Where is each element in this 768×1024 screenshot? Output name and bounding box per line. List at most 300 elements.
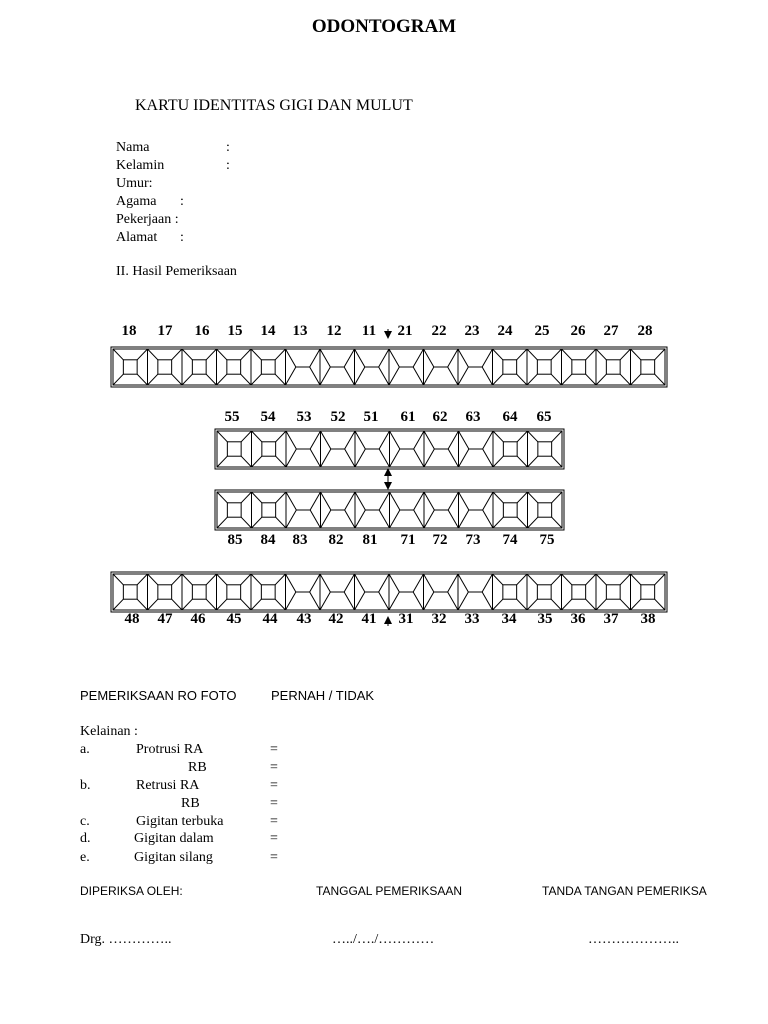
tooth-line xyxy=(355,349,365,367)
tooth-line xyxy=(217,492,227,503)
tooth-line xyxy=(655,349,665,360)
tooth-line xyxy=(458,367,468,385)
tooth-line xyxy=(276,517,286,528)
tooth-line xyxy=(552,517,562,528)
kelainan-label: Retrusi RA xyxy=(136,778,200,793)
tooth-line xyxy=(424,492,434,510)
tooth-occlusal xyxy=(262,503,276,517)
tooth-line xyxy=(310,449,320,467)
tooth-line xyxy=(310,431,320,449)
tooth-number: 13 xyxy=(292,323,308,339)
tooth-line xyxy=(631,374,641,385)
tooth-line xyxy=(655,374,665,385)
tooth-line xyxy=(113,374,123,385)
tooth-line xyxy=(379,592,389,610)
kelainan-label: Gigitan silang xyxy=(134,850,213,865)
tooth-line xyxy=(586,599,596,610)
tooth-line xyxy=(448,431,458,449)
tooth-line xyxy=(252,456,262,467)
tooth-line xyxy=(414,431,424,449)
diperiksa-oleh-label: DIPERIKSA OLEH: xyxy=(80,884,183,898)
tooth-line xyxy=(586,574,596,585)
tooth-line xyxy=(321,492,331,510)
tooth-number: 25 xyxy=(534,323,550,339)
field-alamat-label: Alamat xyxy=(116,230,158,245)
tooth-occlusal xyxy=(537,360,551,374)
tooth-line xyxy=(424,510,434,528)
tooth-line xyxy=(493,517,503,528)
kelainan-letter: a. xyxy=(80,742,90,757)
tooth-number: 41 xyxy=(361,611,377,627)
tooth-occlusal xyxy=(503,442,517,456)
tooth-line xyxy=(345,492,355,510)
tooth-occlusal xyxy=(538,503,552,517)
tooth-line xyxy=(655,599,665,610)
tooth-line xyxy=(345,431,355,449)
field-pekerjaan-label: Pekerjaan : xyxy=(116,212,179,227)
tooth-line xyxy=(424,574,434,592)
tooth-line xyxy=(217,349,227,360)
tooth-number: 36 xyxy=(570,611,586,627)
tooth-line xyxy=(252,431,262,442)
tooth-line xyxy=(310,592,320,610)
tanggal-pemeriksaan-label: TANGGAL PEMERIKSAAN xyxy=(316,884,463,898)
tooth-line xyxy=(379,449,389,467)
tooth-line xyxy=(459,431,469,449)
tooth-line xyxy=(355,574,365,592)
tooth-number: 82 xyxy=(328,532,344,548)
tooth-number: 81 xyxy=(362,532,378,548)
tooth-number: 75 xyxy=(539,532,555,548)
tooth-occlusal xyxy=(572,360,586,374)
field-agama-colon: : xyxy=(180,194,184,209)
tooth-line xyxy=(276,492,286,503)
tooth-number: 51 xyxy=(363,409,379,425)
tooth-line xyxy=(252,492,262,503)
tooth-number: 83 xyxy=(292,532,308,548)
tooth-line xyxy=(459,510,469,528)
tooth-line xyxy=(113,599,123,610)
tooth-occlusal xyxy=(227,442,241,456)
tooth-number: 34 xyxy=(501,611,517,627)
tooth-line xyxy=(413,574,423,592)
tooth-number: 28 xyxy=(637,323,653,339)
tooth-line xyxy=(517,374,527,385)
tooth-line xyxy=(389,367,399,385)
tooth-occlusal xyxy=(641,360,655,374)
tooth-line xyxy=(655,574,665,585)
tooth-number: 48 xyxy=(124,611,140,627)
tooth-line xyxy=(310,574,320,592)
tooth-number: 42 xyxy=(328,611,344,627)
tooth-number: 72 xyxy=(432,532,448,548)
tooth-line xyxy=(448,510,458,528)
tooth-number: 74 xyxy=(502,532,518,548)
tooth-line xyxy=(562,349,572,360)
tooth-line xyxy=(137,349,147,360)
tooth-line xyxy=(493,574,503,585)
tooth-line xyxy=(241,456,251,467)
tooth-line xyxy=(527,599,537,610)
date-blank-field: …../…./………… xyxy=(332,932,435,947)
tooth-line xyxy=(379,510,389,528)
tooth-line xyxy=(241,492,251,503)
tooth-line xyxy=(182,599,192,610)
tooth-occlusal xyxy=(503,585,517,599)
tooth-line xyxy=(551,349,561,360)
tooth-number: 32 xyxy=(431,611,447,627)
tooth-line xyxy=(390,492,400,510)
tooth-line xyxy=(148,349,158,360)
tooth-line xyxy=(310,349,320,367)
tooth-line xyxy=(631,574,641,585)
tooth-line xyxy=(389,349,399,367)
kelainan-equals: = xyxy=(270,778,278,793)
tooth-line xyxy=(379,431,389,449)
kelainan-letter: c. xyxy=(80,814,90,829)
tooth-line xyxy=(448,592,458,610)
tooth-line xyxy=(596,374,606,385)
tooth-occlusal xyxy=(227,503,241,517)
tooth-number: 22 xyxy=(431,323,447,339)
tooth-line xyxy=(389,574,399,592)
tooth-occlusal xyxy=(261,360,275,374)
tooth-line xyxy=(310,510,320,528)
tooth-line xyxy=(528,492,538,503)
section-heading: II. Hasil Pemeriksaan xyxy=(116,264,237,279)
tooth-line xyxy=(414,492,424,510)
tooth-occlusal xyxy=(227,360,241,374)
tooth-line xyxy=(424,431,434,449)
tooth-line xyxy=(217,517,227,528)
tooth-number: 55 xyxy=(224,409,240,425)
tooth-line xyxy=(275,349,285,360)
tooth-number: 21 xyxy=(397,323,413,339)
tooth-line xyxy=(344,367,354,385)
tooth-number: 12 xyxy=(326,323,342,339)
signature-blank-field: ……………….. xyxy=(588,932,679,947)
kelainan-equals: = xyxy=(270,760,278,775)
tooth-line xyxy=(424,349,434,367)
tooth-line xyxy=(459,449,469,467)
tooth-line xyxy=(517,456,527,467)
tooth-occlusal xyxy=(262,442,276,456)
tooth-line xyxy=(275,599,285,610)
tooth-line xyxy=(241,349,251,360)
tooth-number: 47 xyxy=(157,611,173,627)
tooth-line xyxy=(321,449,331,467)
tooth-line xyxy=(620,599,630,610)
tooth-number: 23 xyxy=(464,323,480,339)
tooth-line xyxy=(458,592,468,610)
tooth-line xyxy=(182,374,192,385)
tooth-line xyxy=(482,574,492,592)
tooth-line xyxy=(182,574,192,585)
tooth-number: 71 xyxy=(400,532,416,548)
document-subtitle: KARTU IDENTITAS GIGI DAN MULUT xyxy=(135,97,413,114)
kelainan-letter: b. xyxy=(80,778,91,793)
tooth-line xyxy=(596,349,606,360)
tooth-line xyxy=(379,574,389,592)
tooth-line xyxy=(517,574,527,585)
tooth-occlusal xyxy=(503,503,517,517)
tooth-occlusal xyxy=(123,585,137,599)
tooth-line xyxy=(459,492,469,510)
tooth-line xyxy=(251,374,261,385)
kelainan-equals: = xyxy=(270,831,278,846)
tooth-line xyxy=(424,592,434,610)
tooth-line xyxy=(286,592,296,610)
tooth-line xyxy=(355,367,365,385)
tooth-line xyxy=(390,431,400,449)
tooth-line xyxy=(241,574,251,585)
tooth-occlusal xyxy=(261,585,275,599)
tooth-line xyxy=(620,574,630,585)
tooth-line xyxy=(413,349,423,367)
tooth-line xyxy=(345,449,355,467)
tooth-line xyxy=(137,374,147,385)
tooth-line xyxy=(241,374,251,385)
tooth-line xyxy=(321,510,331,528)
tooth-line xyxy=(355,449,365,467)
tooth-line xyxy=(562,574,572,585)
tooth-line xyxy=(596,574,606,585)
tooth-line xyxy=(482,349,492,367)
tooth-line xyxy=(631,349,641,360)
tooth-line xyxy=(379,367,389,385)
ro-foto-label: PEMERIKSAAN RO FOTO xyxy=(80,688,237,703)
tooth-line xyxy=(172,574,182,585)
tooth-line xyxy=(310,367,320,385)
tooth-line xyxy=(137,574,147,585)
tooth-occlusal xyxy=(503,360,517,374)
drg-signature-field: Drg. ………….. xyxy=(80,932,172,947)
tooth-occlusal xyxy=(572,585,586,599)
tooth-line xyxy=(172,599,182,610)
field-kelamin-label: Kelamin xyxy=(116,158,165,173)
tooth-occlusal xyxy=(192,585,206,599)
tooth-line xyxy=(275,574,285,585)
tooth-line xyxy=(390,510,400,528)
tooth-line xyxy=(483,449,493,467)
tooth-number: 18 xyxy=(121,323,137,339)
tooth-number: 73 xyxy=(465,532,481,548)
tooth-number: 54 xyxy=(260,409,276,425)
kelainan-label: Gigitan terbuka xyxy=(136,814,224,829)
kelainan-label: Gigitan dalam xyxy=(134,831,214,846)
tooth-number: 84 xyxy=(260,532,276,548)
field-kelamin-colon: : xyxy=(226,158,230,173)
tooth-line xyxy=(424,449,434,467)
kelainan-equals: = xyxy=(270,814,278,829)
tooth-number: 85 xyxy=(227,532,243,548)
tooth-number: 31 xyxy=(398,611,414,627)
tooth-line xyxy=(493,431,503,442)
tooth-line xyxy=(286,349,296,367)
tooth-number: 35 xyxy=(537,611,553,627)
tooth-line xyxy=(448,349,458,367)
kelainan-equals: = xyxy=(270,796,278,811)
tooth-occlusal xyxy=(537,585,551,599)
tooth-line xyxy=(390,449,400,467)
tooth-line xyxy=(206,349,216,360)
tooth-occlusal xyxy=(538,442,552,456)
kelainan-letter: e. xyxy=(80,850,90,865)
tooth-number: 46 xyxy=(190,611,206,627)
tooth-line xyxy=(355,431,365,449)
tooth-line xyxy=(286,510,296,528)
tooth-line xyxy=(620,349,630,360)
tooth-line xyxy=(321,431,331,449)
kelainan-label: RB xyxy=(181,796,200,811)
tooth-line xyxy=(458,574,468,592)
tanda-tangan-label: TANDA TANGAN PEMERIKSA xyxy=(542,884,707,898)
tooth-number: 64 xyxy=(502,409,518,425)
tooth-line xyxy=(528,431,538,442)
tooth-line xyxy=(448,492,458,510)
tooth-number: 11 xyxy=(361,323,377,339)
tooth-line xyxy=(344,574,354,592)
tooth-line xyxy=(493,349,503,360)
tooth-occlusal xyxy=(158,360,172,374)
tooth-line xyxy=(483,510,493,528)
tooth-number: 14 xyxy=(260,323,276,339)
tooth-line xyxy=(448,574,458,592)
tooth-number: 61 xyxy=(400,409,416,425)
tooth-line xyxy=(414,449,424,467)
tooth-line xyxy=(355,592,365,610)
kelainan-letter: d. xyxy=(80,831,91,846)
tooth-occlusal xyxy=(227,585,241,599)
tooth-line xyxy=(517,349,527,360)
tooth-line xyxy=(413,367,423,385)
tooth-line xyxy=(562,374,572,385)
tooth-line xyxy=(217,599,227,610)
tooth-line xyxy=(182,349,192,360)
tooth-line xyxy=(458,349,468,367)
tooth-line xyxy=(148,599,158,610)
tooth-line xyxy=(483,492,493,510)
tooth-line xyxy=(493,492,503,503)
tooth-line xyxy=(217,574,227,585)
field-agama-label: Agama xyxy=(116,194,157,209)
tooth-line xyxy=(482,592,492,610)
tooth-line xyxy=(217,374,227,385)
kelainan-label: Protrusi RA xyxy=(136,742,204,757)
tooth-line xyxy=(493,599,503,610)
tooth-line xyxy=(113,574,123,585)
tooth-number: 44 xyxy=(262,611,278,627)
tooth-line xyxy=(379,349,389,367)
tooth-line xyxy=(552,431,562,442)
tooth-occlusal xyxy=(606,585,620,599)
tooth-line xyxy=(241,517,251,528)
tooth-line xyxy=(241,599,251,610)
tooth-line xyxy=(620,374,630,385)
tooth-line xyxy=(320,592,330,610)
tooth-number: 17 xyxy=(157,323,173,339)
tooth-line xyxy=(551,374,561,385)
kelainan-equals: = xyxy=(270,742,278,757)
tooth-occlusal xyxy=(123,360,137,374)
tooth-occlusal xyxy=(641,585,655,599)
tooth-line xyxy=(596,599,606,610)
tooth-line xyxy=(137,599,147,610)
tooth-line xyxy=(528,517,538,528)
tooth-line xyxy=(286,574,296,592)
tooth-line xyxy=(552,456,562,467)
field-alamat-colon: : xyxy=(180,230,184,245)
tooth-line xyxy=(320,574,330,592)
tooth-number: 43 xyxy=(296,611,312,627)
tooth-line xyxy=(389,592,399,610)
tooth-occlusal xyxy=(158,585,172,599)
tooth-line xyxy=(251,599,261,610)
tooth-line xyxy=(286,367,296,385)
tooth-line xyxy=(286,492,296,510)
tooth-line xyxy=(355,492,365,510)
kelainan-label: RB xyxy=(188,760,207,775)
tooth-occlusal xyxy=(606,360,620,374)
tooth-line xyxy=(551,574,561,585)
tooth-line xyxy=(483,431,493,449)
tooth-line xyxy=(172,349,182,360)
arrow-down-icon xyxy=(384,482,392,490)
tooth-line xyxy=(251,574,261,585)
tooth-line xyxy=(379,492,389,510)
tooth-line xyxy=(414,510,424,528)
tooth-line xyxy=(482,367,492,385)
ro-foto-value: PERNAH / TIDAK xyxy=(271,688,375,703)
tooth-number: 53 xyxy=(296,409,312,425)
tooth-line xyxy=(320,349,330,367)
tooth-line xyxy=(413,592,423,610)
tooth-line xyxy=(276,456,286,467)
tooth-line xyxy=(527,374,537,385)
tooth-line xyxy=(528,456,538,467)
tooth-line xyxy=(345,510,355,528)
kelainan-heading: Kelainan : xyxy=(80,724,138,739)
tooth-line xyxy=(344,349,354,367)
tooth-line xyxy=(517,599,527,610)
tooth-line xyxy=(517,492,527,503)
tooth-number: 52 xyxy=(330,409,346,425)
tooth-number: 38 xyxy=(640,611,656,627)
document-title: ODONTOGRAM xyxy=(311,16,457,37)
tooth-number: 15 xyxy=(227,323,243,339)
tooth-line xyxy=(148,574,158,585)
tooth-line xyxy=(586,349,596,360)
tooth-line xyxy=(562,599,572,610)
tooth-number: 24 xyxy=(497,323,513,339)
tooth-occlusal xyxy=(192,360,206,374)
tooth-line xyxy=(320,367,330,385)
tooth-line xyxy=(148,374,158,385)
tooth-line xyxy=(517,431,527,442)
tooth-line xyxy=(493,456,503,467)
tooth-line xyxy=(310,492,320,510)
tooth-line xyxy=(206,599,216,610)
tooth-number: 27 xyxy=(603,323,619,339)
kelainan-equals: = xyxy=(270,850,278,865)
tooth-line xyxy=(172,374,182,385)
tooth-line xyxy=(286,449,296,467)
field-umur-label: Umur: xyxy=(116,176,153,191)
tooth-line xyxy=(493,374,503,385)
tooth-line xyxy=(206,374,216,385)
tooth-line xyxy=(206,574,216,585)
tooth-line xyxy=(275,374,285,385)
